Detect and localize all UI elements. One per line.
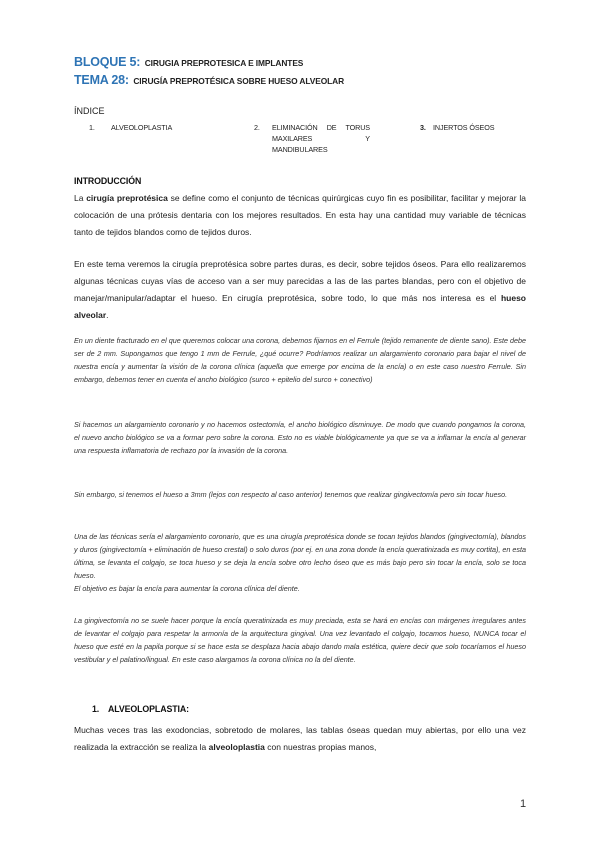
index-item-2[interactable] — [254, 122, 374, 155]
bloque-label: BLOQUE 5: — [74, 55, 141, 69]
intro-paragraph-1 — [74, 190, 526, 241]
index-item-text: ELIMINACIÓN DE TORUS — [272, 123, 370, 132]
intro-paragraph-2 — [74, 256, 526, 324]
section-title: ALVEOLOPLASTIA: — [108, 704, 189, 714]
page-number: 1 — [520, 798, 527, 810]
text-run: En este tema veremos la cirugía preprotésica sobre partes duras, es decir, sobre tejidos óseos. Para ello realizaremos algunas técnicas cuyas vías de acceso van a ser muy parecidas a las de las partes blandas, pero con el objetivo de manejar/manipular/adaptar el hueso. En cirugía preprotésica, sobre todo, lo que más nos interesa es el — [74, 259, 526, 303]
text-run: . — [106, 310, 109, 320]
note-paragraph-5: La gingivectomía no se suele hacer porque la encía queratinizada es muy preciada, esta se hará en encías con márgenes irregulares antes de levantar el colgajo para respetar la armonía de la arquitectura gingival. Una vez levantado el colgajo, tocamos hueso, NUNCA tocar el hueso que esté en la papila porque si se hace esta se desplaza hacia abajo dando mala estética, quiere decir que solo tocaríamos el hueso vestibular y el palatino/lingual. En este caso alargamos la corona clínica no la del diente. — [74, 616, 526, 664]
text-run: Muchas veces tras las exodoncias, sobretodo de molares, las tablas óseas quedan muy abiertas, por ello una vez realizada la extracción se realiza la — [74, 725, 526, 752]
bold-term: alveoloplastia — [208, 742, 265, 752]
tema-title: CIRUGÍA PREPROTÉSICA SOBRE HUESO ALVEOLAR — [133, 76, 345, 86]
text-run: se define como el conjunto de técnicas quirúrgicas cuyo fin es posibilitar, facilitar y mejorar la colocación de una prótesis dentaria con los mejores resultados. En esta hay una cantidad muy variable de técnicas tanto de tejidos blandos como de tejidos duros. — [74, 193, 526, 237]
index-item-text-line2: MAXILARES Y — [272, 134, 370, 143]
index-item-1[interactable] — [89, 122, 172, 133]
note-paragraph-1: En un diente fracturado en el que queremos colocar una corona, debemos fijarnos en el Ferrule (tejido remanente de diente sano). Este debe ser de 2 mm. Supongamos que tengo 1 mm de Ferrule, ¿qué ocurre? Podríamos realizar un alargamiento coronario para bajar el nivel de nuestra encía y aumentar la visión de la corona clínica (aquella que emerge por encima de la encía) o en este caso nuestro Ferrule. Sin embargo, debemos tener en cuenta el ancho biológico (surco + epitelio del surco + conectivo) — [74, 336, 526, 384]
intro-heading: INTRODUCCIÓN — [74, 176, 142, 186]
text-run: con nuestras propias manos, — [264, 742, 377, 752]
index-item-3[interactable] — [420, 122, 494, 133]
index-item-number: 2. — [254, 123, 260, 132]
note-paragraph-3: Sin embargo, si tenemos el hueso a 3mm (lejos con respecto al caso anterior) tenemos que realizar gingivectomía pero sin tocar hueso. — [74, 490, 508, 499]
section-number: 1. — [92, 704, 100, 714]
text-run: La — [74, 193, 87, 203]
bold-term: hueso alveolar — [74, 293, 526, 320]
index-item-text-line3: MANDIBULARES — [272, 145, 328, 154]
bloque-header — [74, 53, 303, 71]
note-paragraph-4 — [74, 530, 526, 595]
section-1-paragraph — [74, 722, 526, 756]
index-item-number: 1. — [89, 123, 95, 132]
tema-label: TEMA 28: — [74, 73, 129, 87]
index-item-number: 3. — [420, 123, 426, 132]
index-item-text: INJERTOS ÓSEOS — [433, 123, 495, 132]
index-item-text: ALVEOLOPLASTIA — [111, 123, 173, 132]
section-1-heading — [92, 704, 189, 714]
text-run: El objetivo es bajar la encía para aumentar la corona clínica del diente. — [74, 584, 300, 593]
tema-header — [74, 71, 344, 89]
index-title: ÍNDICE — [74, 106, 105, 116]
text-run: Una de las técnicas sería el alargamiento coronario, que es una cirugía preprotésica donde se tocan tejidos blandos (gingivectomía), blandos y duros (gingivectomía + eliminación de hueso crestal) o solo duros (por ej. en una zona donde la encía queratinizada es muy cortita), en esta última, se levanta el colgajo, se toca hueso y se deja la encía sobre otro lecho óseo que es más bajo pero sin tocar la encía, solo se toca hueso. — [74, 532, 526, 580]
note-paragraph-2: Si hacemos un alargamiento coronario y no hacemos ostectomía, el ancho biológico disminuye. De modo que cuando pongamos la corona, el nuevo ancho biológico se va a formar pero sobre la corona. Esto no es viable biológicamente ya que se va a inflamar la encía al generar una respuesta inflamatoria de rechazo por la invasión de la corona. — [74, 420, 526, 455]
bloque-title: CIRUGIA PREPROTESICA E IMPLANTES — [144, 58, 304, 68]
bold-term: cirugía preprotésica — [86, 193, 168, 203]
